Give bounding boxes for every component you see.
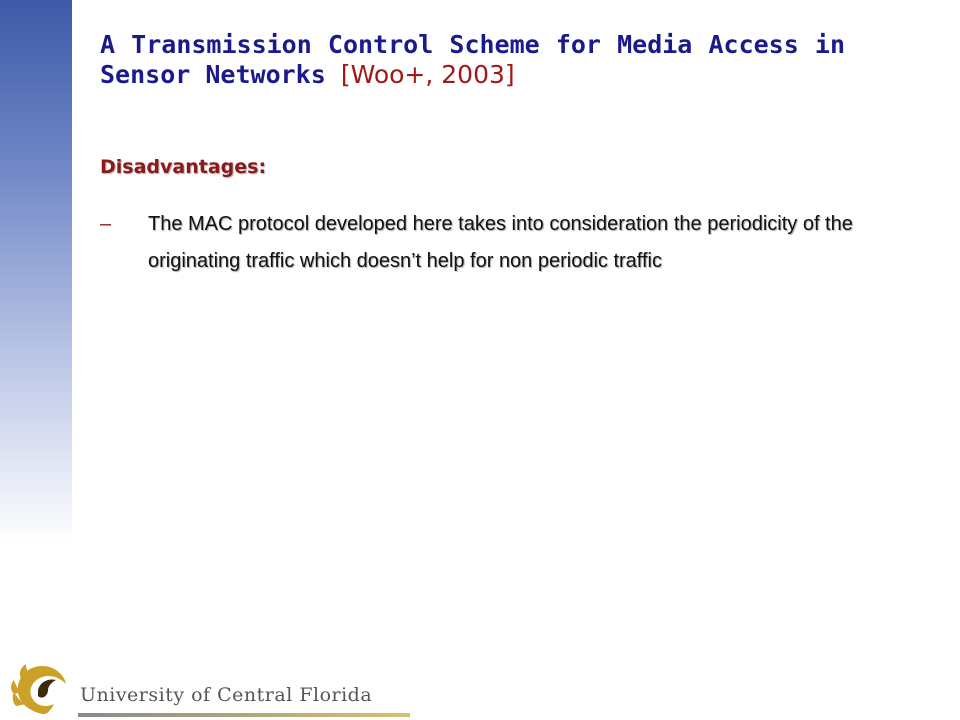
logo-underline [78, 713, 410, 717]
title-citation: [Woo+, 2003] [340, 60, 515, 89]
bullet-item [100, 206, 860, 280]
bullet-list [100, 206, 860, 280]
side-gradient-bar [0, 0, 72, 545]
slide-title [100, 30, 845, 90]
university-logo [0, 650, 420, 720]
title-main-text: A Transmission Control Scheme for Media Access in Sensor Networks [100, 30, 845, 89]
bullet-marker: – [100, 213, 112, 235]
university-name: University of Central Florida [80, 684, 373, 706]
section-heading: Disadvantages: [100, 156, 267, 178]
pegasus-icon [8, 660, 72, 716]
bullet-text: The MAC protocol developed here takes into consideration the periodicity of the originating traffic which doesn’t help for non periodic traffic [148, 213, 853, 272]
